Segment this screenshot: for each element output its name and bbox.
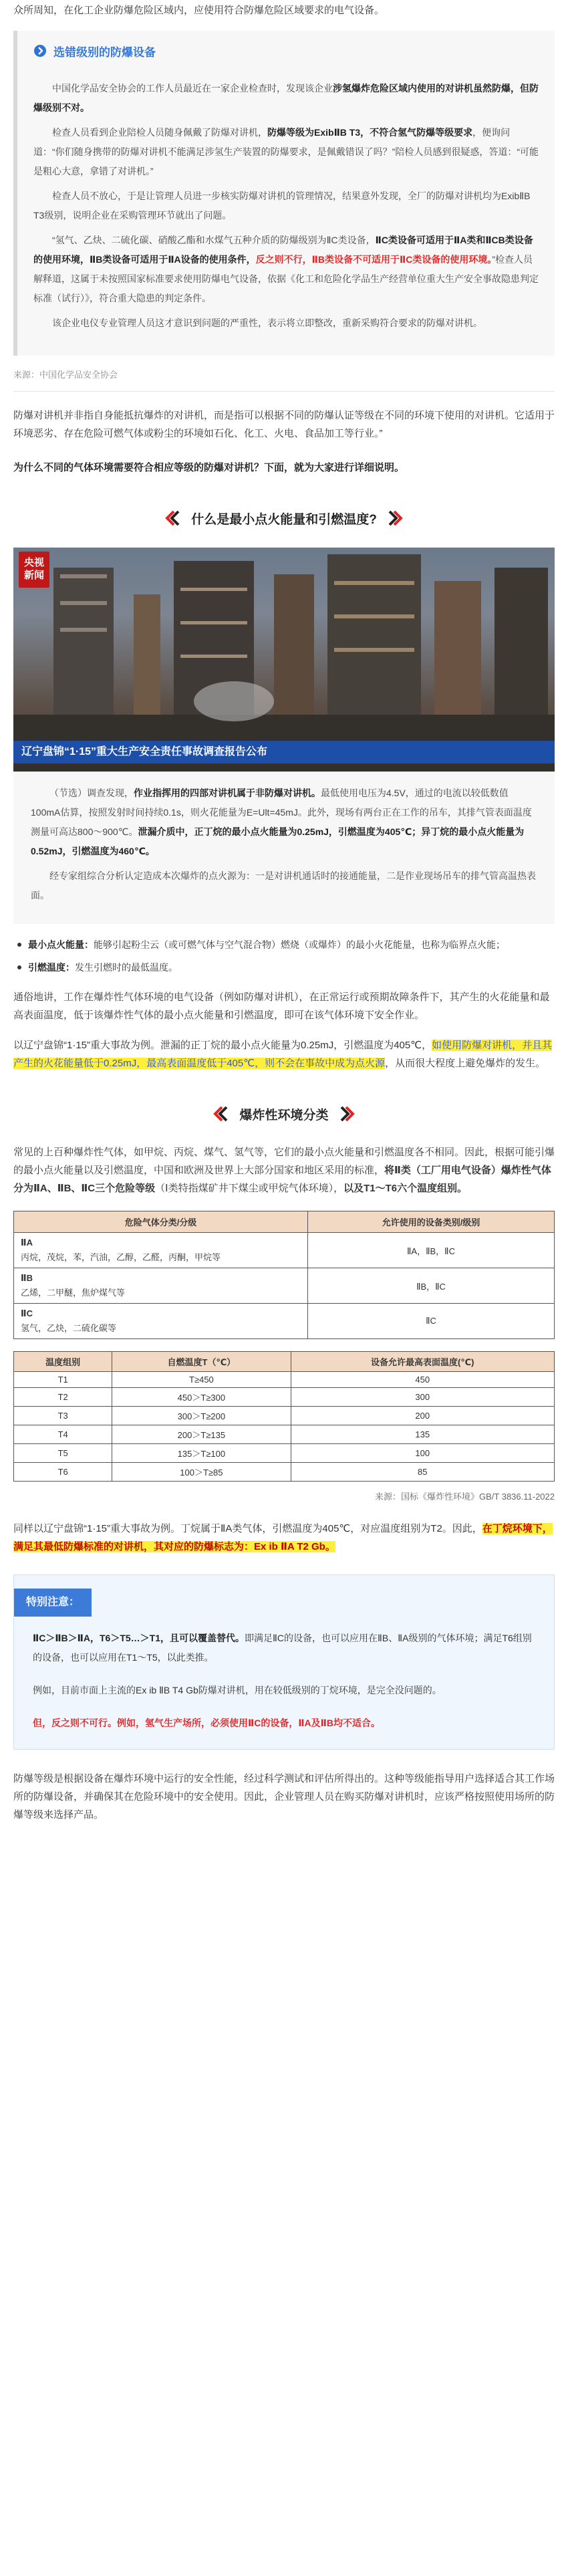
quote-paragraph: “氢气、乙炔、二硫化碳、硝酸乙酯和水煤气五种介质的防爆级别为ⅡC类设备，ⅡC类设备可适用于ⅡA类和ⅡCB类设备的使用环境，ⅡB类设备可适用于ⅡA设备的使用条件，反之则不行，ⅡB类设备不可适用于ⅡC类设备的使用环境。”检查人员解释道，这属于未按照国家标准要求使用防爆电气设备，依据《化工和危险化学品生产经营单位重大生产安全事故隐患判定标准（试行）》，符合重大隐患的判定条件。 [33,235,539,304]
quote-source: 来源：中国化学品安全协会 [13,370,118,380]
closing-paragraph: 防爆等级是根据设备在爆炸环境中运行的安全性能，经过科学测试和评估所得出的。这种等级能指导用户选择适合其工作场所的防爆设备，并确保其在危险环境中的安全使用。因此，企业管理人员在购买防爆对讲机时，应该严格按照使用场所的防爆等级来选择产品。 [13,1773,555,1821]
table-row: T2 450＞T≥300 300 [14,1388,555,1407]
divider [13,391,555,392]
photo-caption: 辽宁盘锦“1·15”重大生产安全责任事故调查报告公布 [13,741,555,764]
table-row: T4 200＞T≥135 135 [14,1425,555,1444]
table-row: T6 100＞T≥85 85 [14,1463,555,1482]
notice-paragraph: ⅡC＞ⅡB＞ⅡA，T6＞T5…＞T1，且可以覆盖替代。即满足ⅡC的设备，也可以应用在ⅡB、ⅡA级别的气体环境；满足T6组别的设备，也可以应用在T1～T5，以此类推。 [33,1633,532,1663]
factory-ruins-image [13,548,555,772]
notice-heading: 特别注意： [14,1589,92,1617]
quote-paragraph: 检查人员不放心，于是让管理人员进一步核实防爆对讲机的管理情况，结果意外发现，全厂的防爆对讲机均为ExibⅡB T3级别，说明企业在采购管理环节就出了问题。 [33,191,531,221]
table-source: 来源：国标《爆炸性环境》GB/T 3836.11-2022 [375,1492,555,1502]
grade-example-paragraph: 同样以辽宁盘锦“1·15”重大事故为例。丁烷属于ⅡA类气体，引燃温度为405℃，对应温度组别为T2。因此，在丁烷环境下，满足其最低防爆标准的对讲机，其对应的防爆标志为：Ex ib ⅡA T2 Gb。 [13,1523,553,1552]
quote-paragraph: 该企业电仪专业管理人员这才意识到问题的严重性，表示将立即整改，重新采购符合要求的防爆对讲机。 [52,318,482,328]
notice-paragraph: 例如，目前市面上主流的Ex ib ⅡB T4 Gb防爆对讲机，用在较低级别的丁烷环境，是完全没问题的。 [33,1685,442,1695]
list-item: 引燃温度：发生引燃时的最低温度。 [13,959,555,976]
commonsense-paragraph: 通俗地讲，工作在爆炸性气体环境的电气设备（例如防爆对讲机），在正常运行或预期故障条件下，其产生的火花能量和最高表面温度，低于该爆炸性气体的最小点火能量和引燃温度，即可在该气体环境下安全作业。 [13,991,550,1021]
quote-paragraph: 检查人员看到企业陪检人员随身佩戴了防爆对讲机，防爆等级为ExibⅡB T3，不符合氢气防爆等级要求，便询问道：“你们随身携带的防爆对讲机不能满足涉氢生产装置的防爆要求，是佩戴错误了吗？”陪检人员感到很疑惑，答道：“可能是粗心大意，拿错了对讲机。” [33,127,539,177]
temperature-group-table [13,1351,555,1482]
gas-class-table [13,1211,555,1339]
table-header: 设备允许最高表面温度(℃) [291,1352,555,1372]
table-row: T5 135＞T≥100 100 [14,1444,555,1463]
table-header: 温度组别 [14,1352,112,1372]
notice-body [14,1617,554,1749]
report-excerpt [13,772,555,924]
classification-tables [13,1211,555,1502]
definition-list [13,936,555,976]
intro-paragraph: 防爆对讲机并非指自身能抵抗爆炸的对讲机，而是指可以根据不同的防爆认证等级在不同的环境下使用的对讲机。它适用于环境恶劣、存在危险可燃气体或粉尘的环境如石化、化工、火电、食品加工等行业。” [13,410,555,439]
table-header: 允许使用的设备类别/级别 [308,1211,555,1233]
table-row: T3 300＞T≥200 200 [14,1407,555,1425]
table-header: 自燃温度T（℃） [112,1352,291,1372]
example-paragraph: 以辽宁盘锦“1·15”重大事故为例。泄漏的正丁烷的最小点火能量为0.25mJ，引燃温度为405℃，如使用防爆对讲机，并且其产生的火花能量低于0.25mJ，最高表面温度低于405℃，则不会在事故中成为点火源，从而很大程度上避免爆炸的发生。 [13,1040,553,1069]
double-chevron-right-icon [388,509,405,527]
table-row: ⅡB 乙烯，二甲醚，焦炉煤气等 ⅡB，ⅡC [14,1268,555,1304]
classification-paragraph: 常见的上百种爆炸性气体，如甲烷、丙烷、煤气、氢气等，它们的最小点火能量和引燃温度各不相同。因此，根据可能引爆的最小点火能量以及引燃温度，中国和欧洲及世界上大部分国家和地区采用的标准，将Ⅱ类（工厂用电气设备）爆炸性气体分为ⅡA、ⅡB、ⅡC三个危险等级（Ⅰ类特指煤矿井下煤尘或甲烷气体环境），以及T1～T6六个温度组别。 [13,1147,555,1194]
table-header: 危险气体分类/分级 [14,1211,308,1233]
accident-photo [13,548,555,772]
notice-box [13,1574,555,1750]
quote-card [13,31,555,356]
question-paragraph: 为什么不同的气体环境需要符合相应等级的防爆对讲机？下面，就为大家进行详细说明。 [13,462,405,473]
cctv-news-logo: 央视 新闻 [19,552,49,588]
table-row: ⅡA 丙烷，茂烷，苯，汽油，乙醇，乙醛，丙酮，甲烷等 ⅡA，ⅡB，ⅡC [14,1233,555,1268]
section-title-classification: 爆炸性环境分类 [13,1102,555,1126]
quote-heading-text: 选错级别的防爆设备 [53,45,156,59]
chevron-right-icon [33,44,47,57]
quote-paragraph: 中国化学品安全协会的工作人员最近在一家企业检查时，发现该企业涉氢爆炸危险区域内使用的对讲机虽然防爆，但防爆级别不对。 [33,83,539,113]
intro-line: 众所周知，在化工企业防爆危险区域内，应使用符合防爆危险区域要求的电气设备。 [13,5,385,16]
table-row: T1 T≥450 450 [14,1372,555,1388]
notice-warning: 但，反之则不可行。例如，氢气生产场所，必须使用ⅡC的设备，ⅡA及ⅡB均不适合。 [33,1718,380,1728]
double-chevron-right-icon [339,1105,357,1123]
section-title-ignition: 什么是最小点火能量和引燃温度? [13,506,555,530]
double-chevron-left-icon [211,1105,229,1123]
quote-heading [33,36,539,66]
table-row: ⅡC 氢气，乙炔，二硫化碳等 ⅡC [14,1304,555,1339]
list-item: 最小点火能量：能够引起粉尘云（或可燃气体与空气混合物）燃烧（或爆炸）的最小火花能量，也称为临界点火能； [13,936,555,953]
report-paragraph: （节选）调查发现，作业指挥用的四部对讲机属于非防爆对讲机。最低使用电压为4.5V，通过的电流以较低数值100mA估算，按照发射时间持续0.1s，则火花能量为E=Ult=45mJ。此外，现场有两台正在工作的吊车，其排气管表面温度测量可高达800～900℃。泄漏介质中，正丁烷的最小点火能量为0.25mJ，引燃温度为405℃；异丁烷的最小点火能量为0.52mJ，引燃温度为460℃。 [31,788,532,856]
report-paragraph: 经专家组综合分析认定造成本次爆炸的点火源为：一是对讲机通话时的接通能量，二是作业现场吊车的排气管高温热表面。 [31,870,536,901]
double-chevron-left-icon [163,509,180,527]
